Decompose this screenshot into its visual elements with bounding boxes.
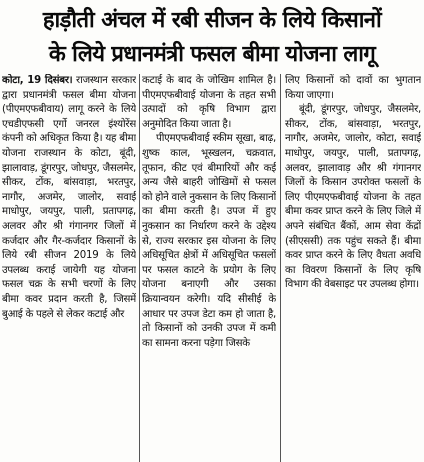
article-paragraph: लिए किसानों को दावों का भुगतान किया जाएगा। <box>285 75 421 101</box>
article-paragraph: पीएमएफबीवाई स्कीम सूखा, बाढ़, शुष्क काल, भूस्खलन, चक्रवात, तूफान, कीट एवं बीमारियों और कई अन्य जैसे बाहरी जोखिमों से फसल को होने वाले नुकसान के लिए किसानों का बीमा करती है। उपज में हुए नुकसान का निर्धारण करने के उद्देश्य से, राज्य सरकार इस योजना के लिए अधिसूचित क्षेत्रों में अधिसूचित फसलों पर फसल काटने के प्रयोग के लिए योजना बनाएगी और उसका क्रियान्वयन करेगी। यदि सीसीई के आधार पर उपज डेटा कम हो जाता है, तो किसानों को उनकी उपज में कमी का सामना करना पड़ेगा जिसके <box>142 133 276 349</box>
column-divider <box>280 74 281 462</box>
dateline: कोटा, 19 दिसंबर। <box>2 75 73 86</box>
headline-line-1: हाड़ौती अंचल में रबी सीजन के लिये किसानों <box>42 8 382 33</box>
article-paragraph: बूंदी, डूंगरपुर, जोधपुर, जैसलमेर, सीकर, टोंक, बांसवाड़ा, भरतपुर, नागौर, अजमेर, जालोर, कोटा, सवाई माधोपुर, जयपुर, पाली, प्रतापगढ़, अलवर, झालावाड़ और श्री गंगानगर जिलों के किसान उपरोक्त फसलों के लिए पीएमएफबीवाई योजना के तहत बीमा कवर प्राप्त करने के लिए जिले में अपने संबंधित बैंकों, आम सेवा केंद्रों (सीएससी) तक पहुंच सकते हैं। बीमा कवर प्राप्त करने के लिए वैधता अवधि का विवरण किसानों के लिए कृषि विभाग की वेबसाइट पर उपलब्ध होगा। <box>285 104 421 291</box>
article-body <box>2 74 422 462</box>
article-column-3 <box>285 74 421 293</box>
column-divider <box>139 74 140 462</box>
article-paragraph <box>2 74 136 322</box>
article-column-2 <box>142 74 276 351</box>
paragraph-text: राजस्थान सरकार द्वारा प्रधानमंत्री फसल बीमा योजना (पीएमएफबीवाय) लागू करने के लिये एचडीएफसी एर्गो जनरल इंश्योरेंस कंपनी को अधिकृत किया है। यह बीमा योजना राजस्थान के कोटा, बूंदी, झालावाड़, डूंगरपुर, जोधपुर, जैसलमेर, सीकर, टोंक, बांसवाड़ा, भरतपुर, नागौर, अजमेर, जालोर, सवाई माधोपुर, जयपुर, पाली, प्रतापगढ़, अलवर और श्री गंगानगर जिलों में कर्जदार और गैर-कर्जदार किसानों के लिये रबी सीजन 2019 के लिये उपलब्ध कराई जायेगी यह योजना फसल चक्र के सभी चरणों के लिए बीमा कवर प्रदान करती है, जिसमें बुआई के पहले से लेकर कटाई और <box>2 75 136 320</box>
headline-line-2: के लिये प्रधानमंत्री फसल बीमा योजना लागू <box>48 42 376 67</box>
article-column-1 <box>2 74 136 322</box>
article-paragraph: कटाई के बाद के जोखिम शामिल है। पीएमएफबीवाई योजना के तहत सभी उत्पादों को कृषि विभाग द्वारा अनुमोदित किया जाता है। <box>142 75 276 130</box>
